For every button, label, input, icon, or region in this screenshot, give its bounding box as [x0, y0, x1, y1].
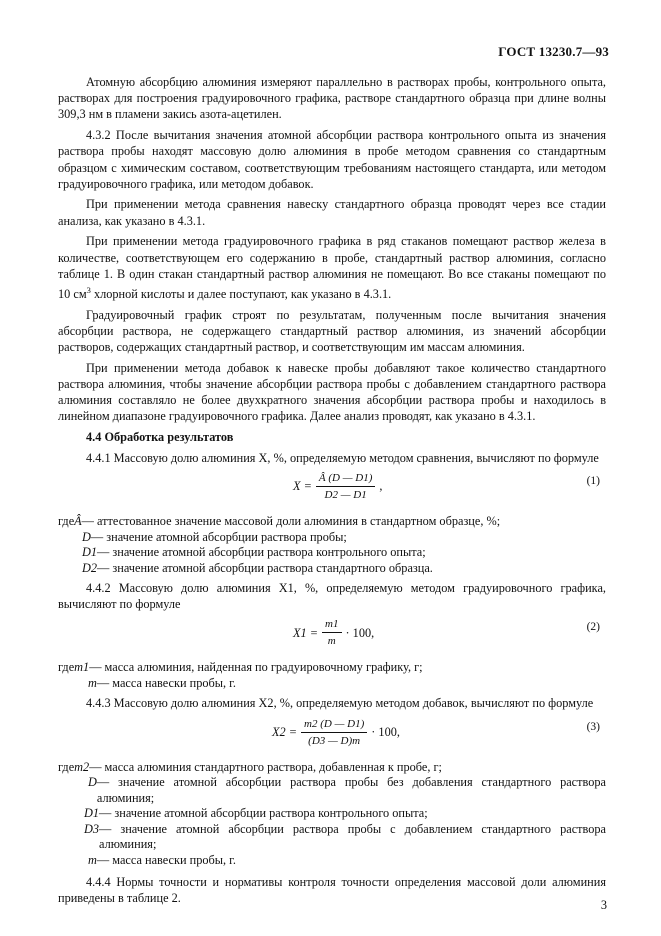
formula-2-tail: · 100, [345, 625, 375, 640]
document-body [58, 74, 606, 911]
definition-symbol: D [88, 775, 97, 790]
formula-1-denominator: D2 — D1 [324, 489, 367, 502]
definition-symbol: m [88, 852, 97, 867]
definition-row [58, 530, 606, 546]
definition-row: где m1 — масса алюминия, найденная по градуировочному графику, г; [58, 660, 606, 676]
definition-symbol: D1 [84, 806, 100, 821]
paragraph-comparison-method: При применении метода сравнения навеску стандартного образца проводят через все стадии анализа, как указано в 4.3.1. [58, 197, 606, 228]
definition-row [58, 676, 606, 692]
formula-2-lhs: X1 = [293, 625, 319, 640]
paragraph-4-4-3: 4.4.3 Массовую долю алюминия X2, %, определяемую методом добавок, вычисляют по формуле [86, 696, 594, 711]
formula-3-denominator: (D3 — D)m [308, 734, 361, 747]
formula-1-numerator: Â (D — D1) [316, 471, 375, 487]
formula-2-fraction [322, 617, 341, 648]
standard-header: ГОСТ 13230.7—93 [498, 44, 609, 59]
definition-row [58, 561, 606, 577]
paragraph-calibration-graph: Градуировочный график строят по результатам, полученным после вычитания значения абсорбции раствора, не содержащего стандартный раствор алюминия, из значений абсорбции растворов, содержащих стандартный раствор, и соответствующим им массам алюминия. [58, 307, 606, 355]
definition-text: — масса алюминия, найденная по градуировочному графику, г; [89, 660, 423, 675]
definition-text: — значение атомной абсорбции раствора пробы с добавлением стандартного раствора алюминия; [99, 821, 606, 852]
paragraph-additions-method: При применении метода добавок к навеске пробы добавляют такое количество стандартного раствора алюминия, чтобы значение абсорбции раствора пробы с добавлением стандартного раствора алюминия составляло не более двухкратного значения абсорбции раствора пробы и находилось в линейном диапазоне градуировочного графика. Далее анализ проводят, как указано в 4.3.1. [58, 360, 606, 424]
paragraph-4-4-2: 4.4.2 Массовую долю алюминия X1, %, определяемую методом градуировочного графика, вычисляют по формуле [58, 581, 606, 612]
definition-symbol: m [88, 675, 97, 690]
definitions-formula-1 [58, 514, 606, 576]
formula-3-number: (3) [586, 720, 600, 733]
formula-2-denominator: m [327, 635, 336, 648]
definition-symbol: D1 [82, 545, 98, 560]
paragraph-calibration-text-end: хлорной кислоты и далее поступают, как указано в 4.3.1. [90, 287, 392, 302]
definition-symbol: D3 [84, 821, 100, 836]
formula-2-number: (2) [586, 621, 600, 634]
definition-text: — значение атомной абсорбции раствора контрольного опыта; [99, 806, 428, 821]
formula-3-fraction [301, 717, 367, 748]
definition-row [58, 822, 606, 853]
formula-1-lhs: X = [293, 479, 312, 494]
definition-text: — значение атомной абсорбции раствора пробы без добавления стандартного раствора алюминия; [96, 775, 606, 805]
definition-row: где m2 — масса алюминия стандартного раствора, добавленная к пробе, г; [58, 760, 606, 776]
formula-1 [58, 471, 606, 511]
definition-symbol: m1 [74, 660, 90, 675]
formula-3-lhs: X2 = [272, 725, 298, 740]
paragraph-calibration-method [58, 233, 606, 302]
formula-1-tail: , [379, 479, 383, 494]
formula-2 [58, 617, 606, 657]
formula-1-number: (1) [586, 475, 600, 488]
formula-3-tail: · 100, [371, 725, 400, 740]
definition-text: — масса навески пробы, г. [96, 675, 236, 690]
paragraph-4-4-1: 4.4.1 Массовую долю алюминия X, %, определяемую методом сравнения, вычисляют по формуле [86, 450, 599, 465]
definition-text: — значение атомной абсорбции раствора стандартного образца. [97, 560, 433, 575]
definition-text: — масса алюминия стандартного раствора, добавленная к пробе, г; [89, 759, 442, 774]
paragraph-4-3-2: 4.3.2 После вычитания значения атомной абсорбции раствора контрольного опыта из значения раствора пробы находят массовую долю алюминия в пробе методом сравнения со стандартным образцом с химическим составом, соответствующим требованиям настоящего стандарта, или методом градуировочного графика, или методом добавок. [58, 128, 606, 191]
definition-row [58, 853, 606, 869]
page-number: 3 [600, 898, 607, 912]
definition-text: — масса навески пробы, г. [96, 852, 236, 867]
definitions-formula-3 [58, 760, 606, 869]
formula-3-numerator: m2 (D — D1) [301, 717, 367, 733]
formula-1-fraction [316, 471, 375, 502]
definition-symbol: D2 [82, 560, 98, 575]
formula-2-numerator: m1 [322, 617, 341, 633]
paragraph-4-4-4: 4.4.4 Нормы точности и нормативы контроля точности определения массовой доли алюминия приведены в таблице 2. [58, 875, 606, 906]
paragraph-calibration-text: При применении метода градуировочного графика в ряд стаканов помещают раствор железа в количестве, соответствующем его содержанию в пробе, стандартный раствор алюминия, согласно таблице 1. В один стакан стандартный раствор алюминия не помещают. Во все стаканы помещают по 10 см [58, 234, 606, 302]
definition-symbol: D [82, 529, 91, 544]
definition-symbol: m2 [74, 759, 90, 774]
definition-text: — значение атомной абсорбции раствора пробы; [90, 529, 347, 544]
definition-symbol: Â [74, 514, 82, 529]
formula-3 [58, 717, 606, 757]
definition-row [58, 545, 606, 561]
definition-text: — аттестованное значение массовой доли алюминия в стандартном образце, %; [81, 514, 501, 529]
paragraph-absorption: Атомную абсорбцию алюминия измеряют параллельно в растворах пробы, контрольного опыта, растворах для построения градуировочного графика, растворе стандартного образца при длине волны 309,3 нм в пламени закись азота-ацетилен. [58, 75, 606, 122]
definitions-formula-2 [58, 660, 606, 691]
definition-row: где Â — аттестованное значение массовой доли алюминия в стандартном образце, %; [58, 514, 606, 530]
definition-row [58, 806, 606, 822]
definition-text: — значение атомной абсорбции раствора контрольного опыта; [97, 545, 426, 560]
definition-row [58, 775, 606, 806]
section-heading-4-4: 4.4 Обработка результатов [86, 430, 234, 445]
superscript-cube: 3 [86, 284, 91, 295]
